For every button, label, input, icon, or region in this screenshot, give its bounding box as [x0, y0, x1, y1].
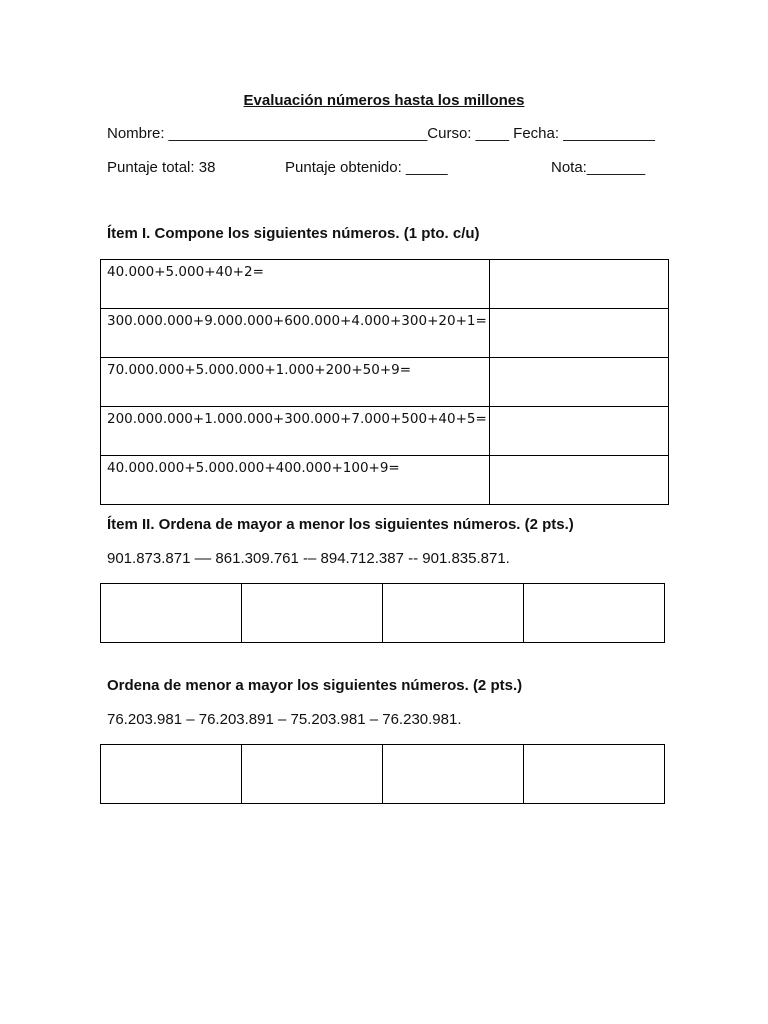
table-row: [101, 407, 669, 456]
order-asc-table: [100, 744, 665, 804]
answer-cell[interactable]: [383, 584, 524, 643]
item3-heading: Ordena de menor a mayor los siguientes números. (2 pts.): [107, 677, 523, 694]
answer-cell[interactable]: [490, 358, 669, 407]
table-row: [101, 456, 669, 505]
page-title: Evaluación números hasta los millones: [243, 92, 525, 109]
answer-cell[interactable]: [242, 584, 383, 643]
table-row: [101, 584, 665, 643]
grade-field[interactable]: Nota:_______: [551, 159, 646, 176]
answer-cell[interactable]: [101, 745, 242, 804]
expression-cell: 40.000.000+5.000.000+400.000+100+9=: [101, 456, 490, 505]
name-course-date-line[interactable]: Nombre: _______________________________Curso: ____ Fecha: ___________: [107, 125, 655, 142]
answer-cell[interactable]: [101, 584, 242, 643]
answer-cell[interactable]: [490, 309, 669, 358]
expression-cell: 40.000+5.000+40+2=: [101, 260, 490, 309]
item1-heading: Ítem I. Compone los siguientes números. (1 pto. c/u): [107, 225, 480, 242]
table-row: [101, 260, 669, 309]
total-score: Puntaje total: 38: [107, 159, 216, 176]
item2-numbers: 901.873.871 –– 861.309.761 -– 894.712.387 -- 901.835.871.: [107, 550, 510, 567]
table-row: [101, 358, 669, 407]
table-row: [101, 745, 665, 804]
expression-cell: 300.000.000+9.000.000+600.000+4.000+300+20+1=: [101, 309, 490, 358]
order-desc-table: [100, 583, 665, 643]
item3-numbers: 76.203.981 – 76.203.891 – 75.203.981 – 76.230.981.: [107, 711, 462, 728]
answer-cell[interactable]: [490, 260, 669, 309]
answer-cell[interactable]: [524, 584, 665, 643]
answer-cell[interactable]: [383, 745, 524, 804]
expression-cell: 200.000.000+1.000.000+300.000+7.000+500+40+5=: [101, 407, 490, 456]
answer-cell[interactable]: [490, 407, 669, 456]
table-row: [101, 309, 669, 358]
item2-heading: Ítem II. Ordena de mayor a menor los siguientes números. (2 pts.): [107, 516, 574, 533]
expression-cell: 70.000.000+5.000.000+1.000+200+50+9=: [101, 358, 490, 407]
obtained-score-field[interactable]: Puntaje obtenido: _____: [285, 159, 448, 176]
compose-table: [100, 259, 669, 505]
answer-cell[interactable]: [490, 456, 669, 505]
answer-cell[interactable]: [242, 745, 383, 804]
answer-cell[interactable]: [524, 745, 665, 804]
